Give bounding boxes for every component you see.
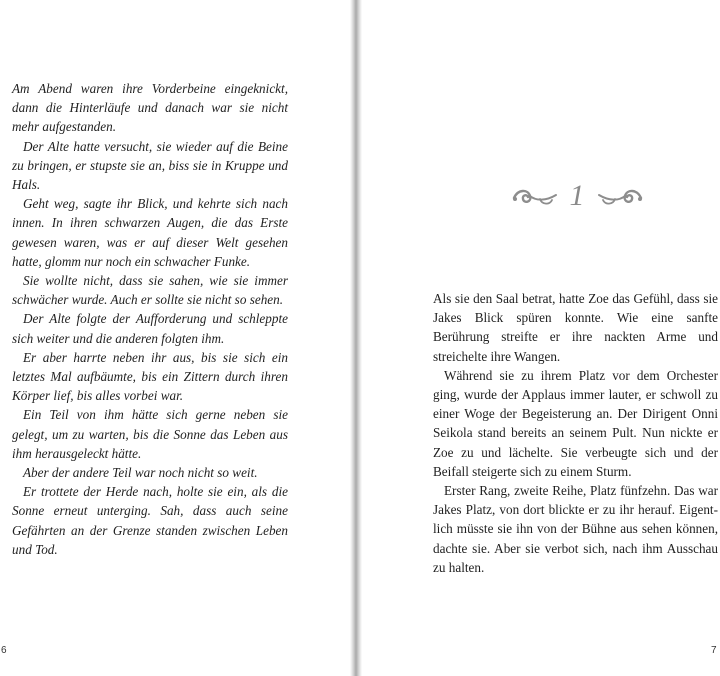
left-paragraph-1: Am Abend waren ihre Vorderbeine eingeknickt, dann die Hinterläufe und danach war sie nicht mehr aufgestanden. (12, 81, 288, 135)
left-page (0, 0, 350, 676)
left-paragraph-7: Ein Teil von ihm hätte sich gerne neben sie gelegt, um zu warten, bis die Sonne das Leben aus ihm herausgeleckt hätte. (12, 407, 288, 461)
left-paragraph-9: Er trottete der Herde nach, holte sie ein, als die Sonne erneut unterging. Sah, dass auch seine Gefährten an der Grenze standen zwischen Leben und Tod. (12, 484, 288, 557)
right-page-text (433, 289, 718, 577)
left-page-text (12, 79, 288, 559)
left-paragraph-8: Aber der andere Teil war noch nicht so weit. (23, 465, 258, 481)
right-page (362, 0, 720, 676)
page-number-right: 7 (711, 645, 717, 656)
scroll-flourish-icon (512, 185, 558, 207)
chapter-heading (502, 176, 652, 216)
left-paragraph-4: Sie wollte nicht, dass sie sahen, wie sie immer schwächer wurde. Auch er sollte sie nicht so sehen. (12, 273, 288, 308)
chapter-number: 1 (569, 179, 585, 212)
scroll-flourish-icon (597, 185, 643, 207)
right-paragraph-2: Während sie zu ihrem Platz vor dem Orchester ging, wurde der Applaus immer lauter, er schwoll zu einer Woge der Begeisterung an. Der Dirigent Onni Seikola stand bereits an seinem Pult. Nun nickte er Zoe zu und lächelte. Sie verbeugte sich und der Beifall steigerte sich zu einem Sturm. (433, 367, 718, 479)
right-paragraph-1: Als sie den Saal betrat, hatte Zoe das Gefühl, dass sie Jakes Blick spüren konnte. Wie eine sanfte Berührung streifte er ihre nackten Arme und streichelte ihre Wangen. (433, 291, 718, 364)
page-number-left: 6 (1, 645, 7, 656)
left-paragraph-5: Der Alte folgte der Aufforderung und schleppte sich weiter und die anderen folgten ihm. (12, 311, 288, 346)
book-gutter (350, 0, 362, 676)
left-paragraph-3: Geht weg, sagte ihr Blick, und kehrte sich nach innen. In ihren schwarzen Augen, die das Erste gewesen waren, was er auf dieser Welt gesehen hatte, glomm nur noch ein schwacher Funke. (12, 196, 288, 269)
right-paragraph-3: Erster Rang, zweite Reihe, Platz fünfzehn. Das war Jakes Platz, von dort blickte er zu ihr herauf. Eigentlich müsste sie ihn von der Bühne aus sehen können, dachte sie. Aber sie verbot sich, nach ihm Ausschau zu halten. (433, 483, 718, 575)
left-paragraph-6: Er aber harrte neben ihr aus, bis sie sich ein letztes Mal aufbäumte, bis ein Zittern durch ihren Körper lief, bis alles vorbei war. (12, 349, 288, 404)
left-paragraph-2: Der Alte hatte versucht, sie wieder auf die Beine zu bringen, er stupste sie an, biss sie in Kruppe und Hals. (12, 138, 288, 193)
